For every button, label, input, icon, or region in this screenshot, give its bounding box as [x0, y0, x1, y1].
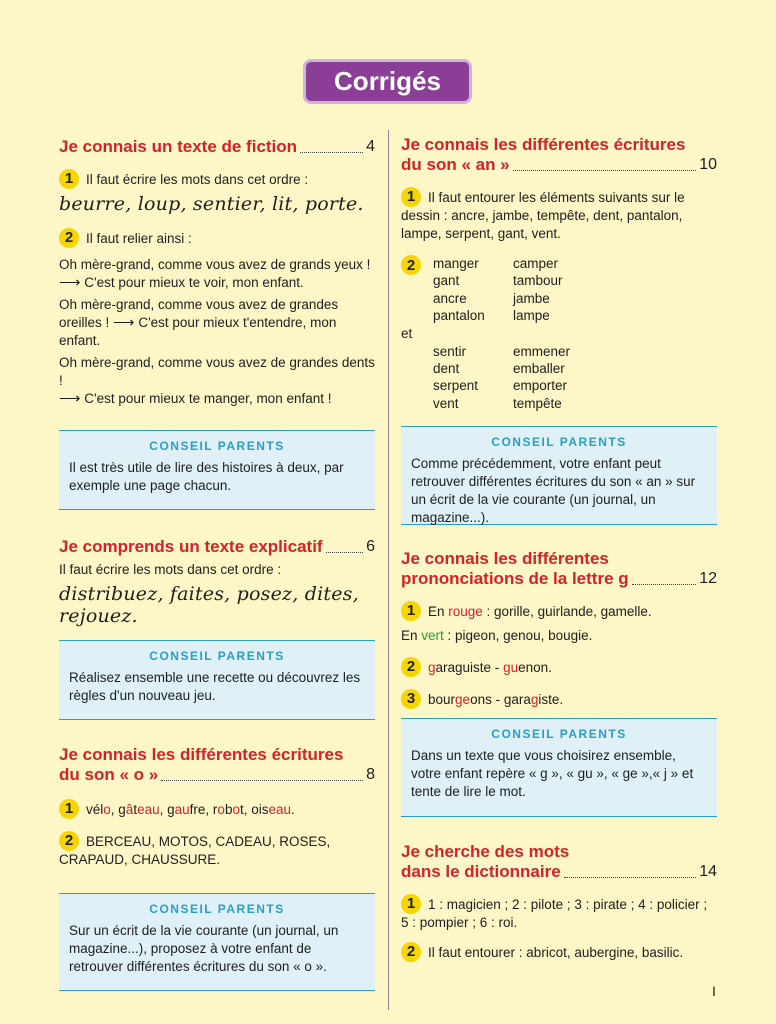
- exercise-2: [401, 657, 717, 677]
- section-page-number: 12: [699, 570, 717, 588]
- color-word-green: vert: [421, 628, 444, 644]
- section-title-text: Je connais les différentes écritures: [401, 135, 686, 154]
- exercise-1: [401, 601, 717, 621]
- pair-question: Oh mère-grand, comme vous avez de grands yeux !: [59, 257, 371, 272]
- page-number: I: [712, 983, 716, 999]
- exercise-number-badge: 3: [401, 689, 421, 709]
- section-page-number: 6: [366, 538, 375, 555]
- word-group-2: [433, 343, 717, 413]
- pair-question: Oh mère-grand, comme vous avez de grandes dents !: [59, 355, 375, 388]
- conseil-text: Réalisez ensemble une recette ou découvrez les règles d'un nouveau jeu.: [69, 670, 361, 703]
- word: lampe: [513, 308, 550, 324]
- text: : pigeon, genou, bougie.: [443, 628, 593, 644]
- exercise-3: [401, 689, 717, 709]
- section-title-son-o: [59, 745, 375, 765]
- section-title-son-an-line2: [401, 155, 717, 175]
- word: manger: [433, 256, 479, 271]
- highlight: o: [217, 802, 225, 817]
- exercise-number-badge: 2: [401, 942, 421, 962]
- section-title-lettre-g: [401, 549, 717, 569]
- dot-leader: [326, 552, 364, 553]
- highlight: o: [232, 802, 240, 817]
- highlight: gu: [503, 660, 519, 676]
- connector-et: et: [401, 325, 413, 341]
- conseil-title: CONSEIL PARENTS: [149, 902, 285, 916]
- text: bour: [428, 692, 456, 708]
- section-page-number: 14: [699, 863, 717, 881]
- exercise-1: [401, 187, 717, 243]
- highlight: o: [103, 802, 111, 817]
- exercise-2: [59, 831, 375, 869]
- exercise-answer: Il faut entourer : abricot, aubergine, basilic.: [428, 945, 684, 961]
- section-title-son-o-line2: [59, 765, 375, 785]
- exercise-number-badge: 2: [401, 657, 421, 677]
- highlight: eau: [137, 802, 160, 817]
- highlight: g: [428, 660, 436, 676]
- word: pantalon: [433, 308, 485, 324]
- text: enon.: [518, 660, 552, 676]
- conseil-title: CONSEIL PARENTS: [149, 439, 285, 453]
- exercise-instruction: Il faut écrire les mots dans cet ordre :: [59, 562, 282, 577]
- right-column: [401, 133, 717, 962]
- section-title-text: du son « an »: [401, 155, 510, 174]
- section-page-number: 4: [366, 138, 375, 155]
- section-title-text: dans le dictionnaire: [401, 862, 561, 882]
- word: vent: [433, 395, 459, 411]
- conseil-title: CONSEIL PARENTS: [491, 435, 627, 450]
- word: jambe: [513, 290, 550, 306]
- exercise-answer: [428, 689, 563, 709]
- highlighted-words: vélo, gâteau, gaufre, robot, oiseau.: [86, 802, 295, 817]
- conseil-box: [401, 718, 717, 817]
- section-title-dico: [401, 842, 717, 862]
- exercise-1: [401, 894, 717, 932]
- word: gant: [433, 273, 460, 289]
- arrow-icon: ⟶: [59, 390, 81, 407]
- text: araguiste -: [435, 660, 504, 676]
- text: : gorille, guirlande, gamelle.: [482, 604, 652, 620]
- word: sentir: [433, 343, 467, 359]
- conseil-text: Il est très utile de lire des histoires à deux, par exemple une page chacun.: [69, 460, 344, 493]
- exercise-number-badge: 2: [401, 255, 421, 275]
- section-title-text: prononciations de la lettre g: [401, 569, 629, 589]
- exercise-2: [401, 942, 717, 962]
- exercise-number-badge: 1: [401, 601, 421, 621]
- exercise-answer-line: [401, 627, 717, 645]
- word: emporter: [513, 378, 568, 394]
- section-title-text: Je connais les différentes écritures: [59, 745, 344, 764]
- page-title: Corrigés: [303, 59, 472, 104]
- section-title-text: Je connais les différentes: [401, 549, 609, 569]
- section-title-explicatif: [59, 537, 375, 557]
- exercise-number-badge: 1: [59, 799, 79, 819]
- conseil-text: Dans un texte que vous choisirez ensemble, votre enfant repère « g », « gu », « ge »,« j » et tente de lire le mot.: [411, 748, 694, 800]
- exercise-number-badge: 1: [59, 169, 79, 189]
- column-divider: [388, 130, 389, 1010]
- highlight: g: [530, 692, 539, 708]
- exercise-answer: [428, 657, 552, 677]
- pair-answer: C'est pour mieux te voir, mon enfant.: [84, 275, 304, 290]
- word: ancre: [433, 290, 467, 306]
- text: ons - gara: [470, 692, 531, 708]
- exercise-answer: [428, 601, 652, 621]
- conseil-text: Comme précédemment, votre enfant peut retrouver différentes écritures du son « an » sur un écrit de la vie courante (un journal, un magazine...).: [411, 456, 696, 526]
- conseil-title: CONSEIL PARENTS: [149, 649, 285, 663]
- conseil-box: [59, 430, 375, 510]
- exercise-number-badge: 1: [401, 894, 421, 914]
- dot-leader: [513, 170, 697, 171]
- section-title-text: Je cherche des mots: [401, 842, 570, 862]
- section-page-number: 10: [699, 156, 717, 173]
- conseil-box: [59, 640, 375, 720]
- matching-pair: [59, 256, 375, 292]
- section-title-fiction: [59, 137, 375, 157]
- highlight: au: [174, 802, 190, 817]
- section-title-son-an: [401, 135, 717, 155]
- arrow-icon: ⟶: [59, 274, 81, 291]
- pair-answer: C'est pour mieux t'entendre, mon enfant.: [59, 315, 337, 348]
- exercise-number-badge: 2: [59, 228, 79, 248]
- handwritten-answer: distribuez, faites, posez, dites, rejouez.: [59, 583, 359, 627]
- section-page-number: 8: [366, 766, 375, 783]
- word: emballer: [513, 361, 565, 377]
- dot-leader: [161, 780, 363, 781]
- dot-leader: [300, 152, 363, 153]
- exercise-instruction: Il faut écrire les mots dans cet ordre :: [86, 172, 309, 187]
- left-column: [59, 133, 375, 991]
- word: serpent: [433, 378, 479, 394]
- word: tempête: [513, 395, 562, 411]
- pair-answer: C'est pour mieux te manger, mon enfant !: [84, 391, 332, 406]
- arrow-icon: ⟶: [113, 314, 135, 331]
- section-title-text: du son « o »: [59, 765, 159, 784]
- conseil-title: CONSEIL PARENTS: [491, 727, 627, 742]
- text: En: [401, 628, 422, 644]
- conseil-box: [401, 426, 717, 525]
- exercise-1: [59, 799, 375, 819]
- matching-pair: [59, 354, 375, 408]
- text: iste.: [538, 692, 564, 708]
- matching-pair: [59, 296, 375, 350]
- highlight: â: [125, 802, 134, 817]
- section-title-text: Je connais un texte de fiction: [59, 137, 298, 156]
- word: dent: [433, 361, 460, 377]
- exercise-instruction: Il faut relier ainsi :: [86, 231, 192, 246]
- text: En: [428, 604, 449, 620]
- exercise-instruction: Il faut entourer les éléments suivants sur le dessin : ancre, jambe, tempête, dent, pantalon, lampe, serpent, gant, vent.: [401, 190, 685, 241]
- word-group-1: [433, 255, 717, 325]
- dot-leader: [564, 877, 697, 878]
- highlight: ge: [455, 692, 471, 708]
- color-word-red: rouge: [448, 604, 483, 620]
- section-title-dico-line2: [401, 862, 717, 882]
- dot-leader: [632, 584, 697, 585]
- exercise-2: [59, 228, 375, 248]
- word: camper: [513, 256, 559, 271]
- section-title-lettre-g-line2: [401, 569, 717, 589]
- exercise-number-badge: 2: [59, 831, 79, 851]
- exercise-answer: 1 : magicien ; 2 : pilote ; 3 : pirate ; 4 : policier ; 5 : pompier ; 6 : roi.: [401, 897, 708, 931]
- word-groups: [401, 255, 717, 412]
- exercise-answer: BERCEAU, MOTOS, CADEAU, ROSES, CRAPAUD, CHAUSSURE.: [59, 834, 331, 867]
- highlight: eau: [268, 802, 292, 817]
- section-title-text: Je comprends un texte explicatif: [59, 537, 323, 556]
- word: tambour: [513, 273, 563, 289]
- pair-question: Oh mère-grand, comme vous avez de grandes oreilles !: [59, 297, 339, 330]
- word: emmener: [513, 343, 571, 359]
- handwritten-answer: beurre, loup, sentier, lit, porte.: [59, 193, 364, 215]
- conseil-box: [59, 893, 375, 991]
- exercise-number-badge: 1: [401, 187, 421, 207]
- exercise-1: [59, 169, 375, 189]
- conseil-text: Sur un écrit de la vie courante (un journal, un magazine...), proposez à votre enfant de retrouver différentes écritures du son « o ».: [69, 923, 339, 974]
